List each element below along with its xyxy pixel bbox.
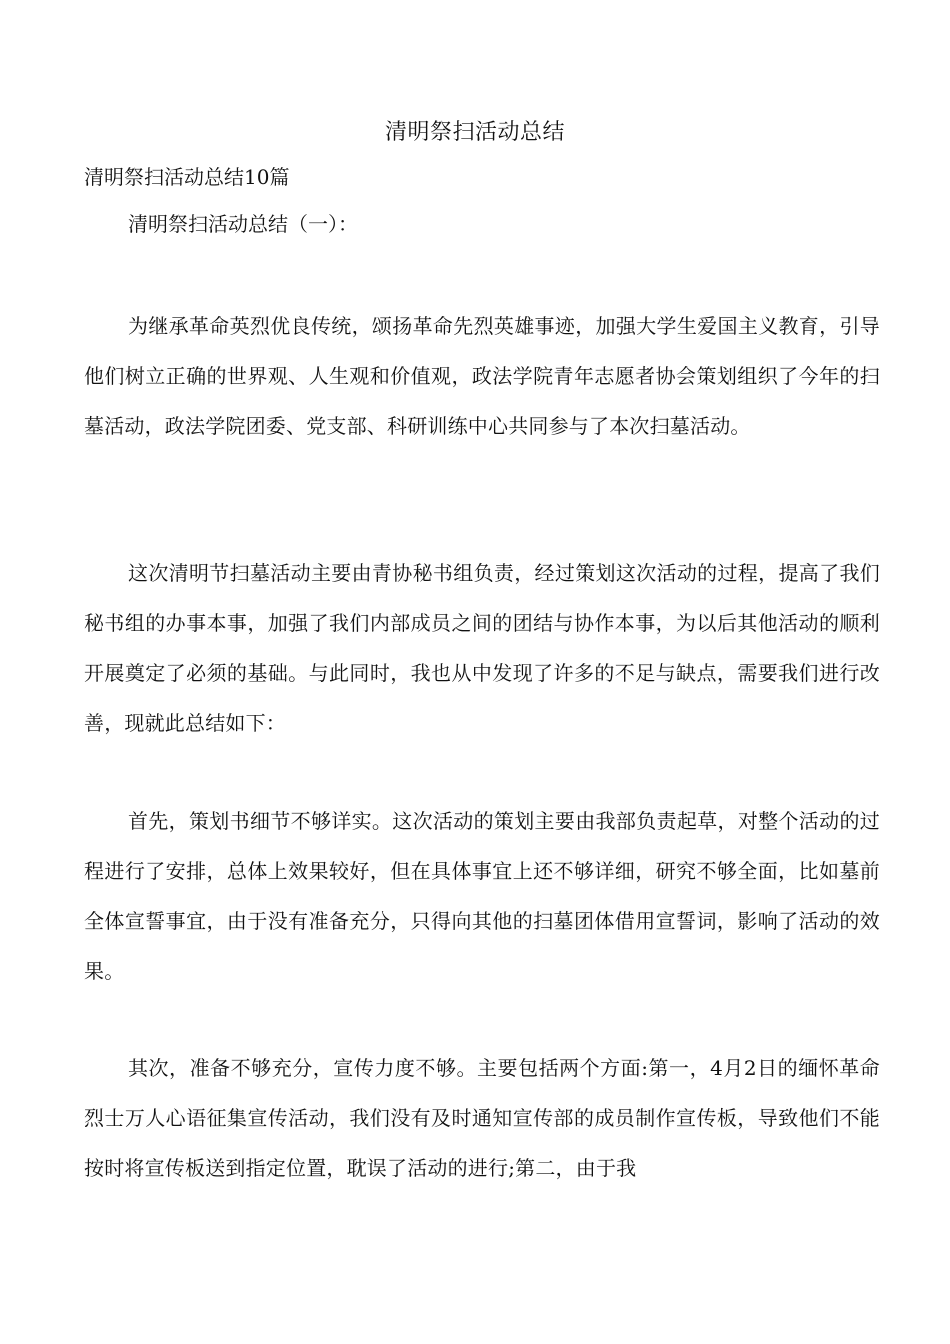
section-heading: 清明祭扫活动总结（一）： bbox=[128, 212, 358, 236]
document-title: 清明祭扫活动总结 bbox=[384, 120, 565, 145]
paragraph: 首先，策划书细节不够详实。这次活动的策划主要由我部负责起草，对整个活动的过程进行了安排，总体上效果较好，但在具体事宜上还不够详细，研究不够全面，比如墓前全体宣誓事宜，由于没有准备充分，只得向其他的扫墓团体借用宣誓词，影响了活动的效果。 bbox=[84, 809, 880, 983]
paragraph: 其次，准备不够充分，宣传力度不够。主要包括两个方面:第一，4月2日的缅怀革命烈士万人心语征集宣传活动，我们没有及时通知宣传部的成员制作宣传板，导致他们不能按时将宣传板送到指定位置，耽误了活动的进行;第二，由于我 bbox=[84, 1056, 880, 1180]
paragraph: 为继承革命英烈优良传统，颂扬革命先烈英雄事迹，加强大学生爱国主义教育，引导他们树立正确的世界观、人生观和价值观，政法学院青年志愿者协会策划组织了今年的扫墓活动，政法学院团委、党支部、科研训练中心共同参与了本次扫墓活动。 bbox=[84, 314, 880, 438]
document-subtitle: 清明祭扫活动总结10篇 bbox=[84, 165, 290, 189]
paragraph: 这次清明节扫墓活动主要由青协秘书组负责，经过策划这次活动的过程，提高了我们秘书组的办事本事，加强了我们内部成员之间的团结与协作本事，为以后其他活动的顺利开展奠定了必须的基础。与此同时，我也从中发现了许多的不足与缺点，需要我们进行改善，现就此总结如下： bbox=[84, 561, 880, 735]
